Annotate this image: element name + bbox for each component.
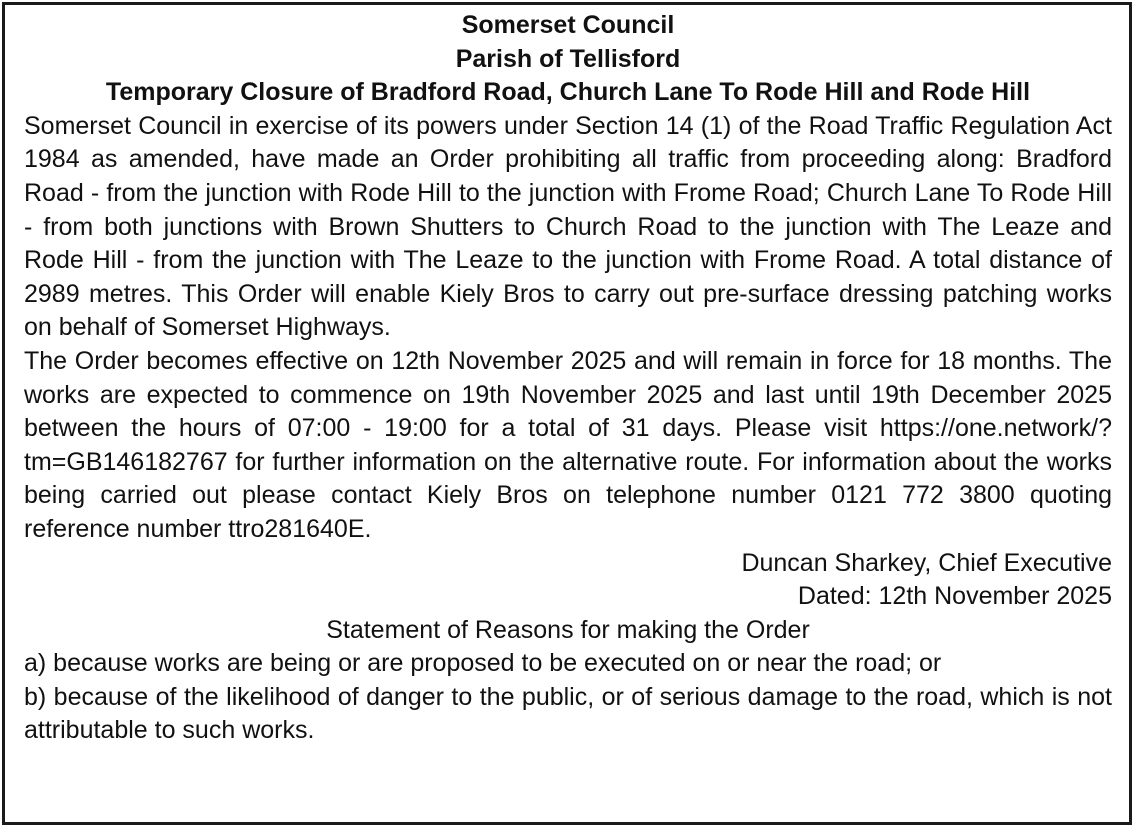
reason-a: a) because works are being or are proposed to be executed on or near the road; or [24,649,942,678]
reason-b: b) because of the likelihood of danger to the public, or of serious damage to the road, which is not attributable to such works. [24,682,1112,745]
notice-title: Temporary Closure of Bradford Road, Church Lane To Rode Hill and Rode Hill [105,78,1031,107]
reasons-heading: Statement of Reasons for making the Order [326,615,810,644]
dated-line: Dated: 12th November 2025 [797,582,1112,611]
parish-name: Parish of Tellisford [455,44,681,73]
signatory: Duncan Sharkey, Chief Executive [741,548,1112,577]
order-paragraph: Somerset Council in exercise of its powers under Section 14 (1) of the Road Traffic Regulation Act 1984 as amended, have made an Order prohibiting all traffic from proceeding along: Bradford Road - from the junction with Rode Hill to the junction with Frome Road; Church Lane To Rode Hill - from both junctions with Brown Shutters to Church Road to the junction with The Leaze and Rode Hill - from the junction with The Leaze to the junction with Frome Road. A total distance of 2989 metres. This Order will enable Kiely Bros to carry out pre-surface dressing patching works on behalf of Somerset Highways. [24,111,1112,342]
council-name: Somerset Council [461,11,675,39]
effective-dates-paragraph: The Order becomes effective on 12th November 2025 and will remain in force for 18 months. The works are expected to commence on 19th November 2025 and last until 19th December 2025 between the hours of 07:00 - 19:00 for a total of 31 days. Please visit https://one.network/?tm=GB146182767 for further information on the alternative route. For information about the works being carried out please contact Kiely Bros on telephone number 0121 772 3800 quoting reference number ttro281640E. [24,346,1112,543]
public-notice [2,2,1132,825]
